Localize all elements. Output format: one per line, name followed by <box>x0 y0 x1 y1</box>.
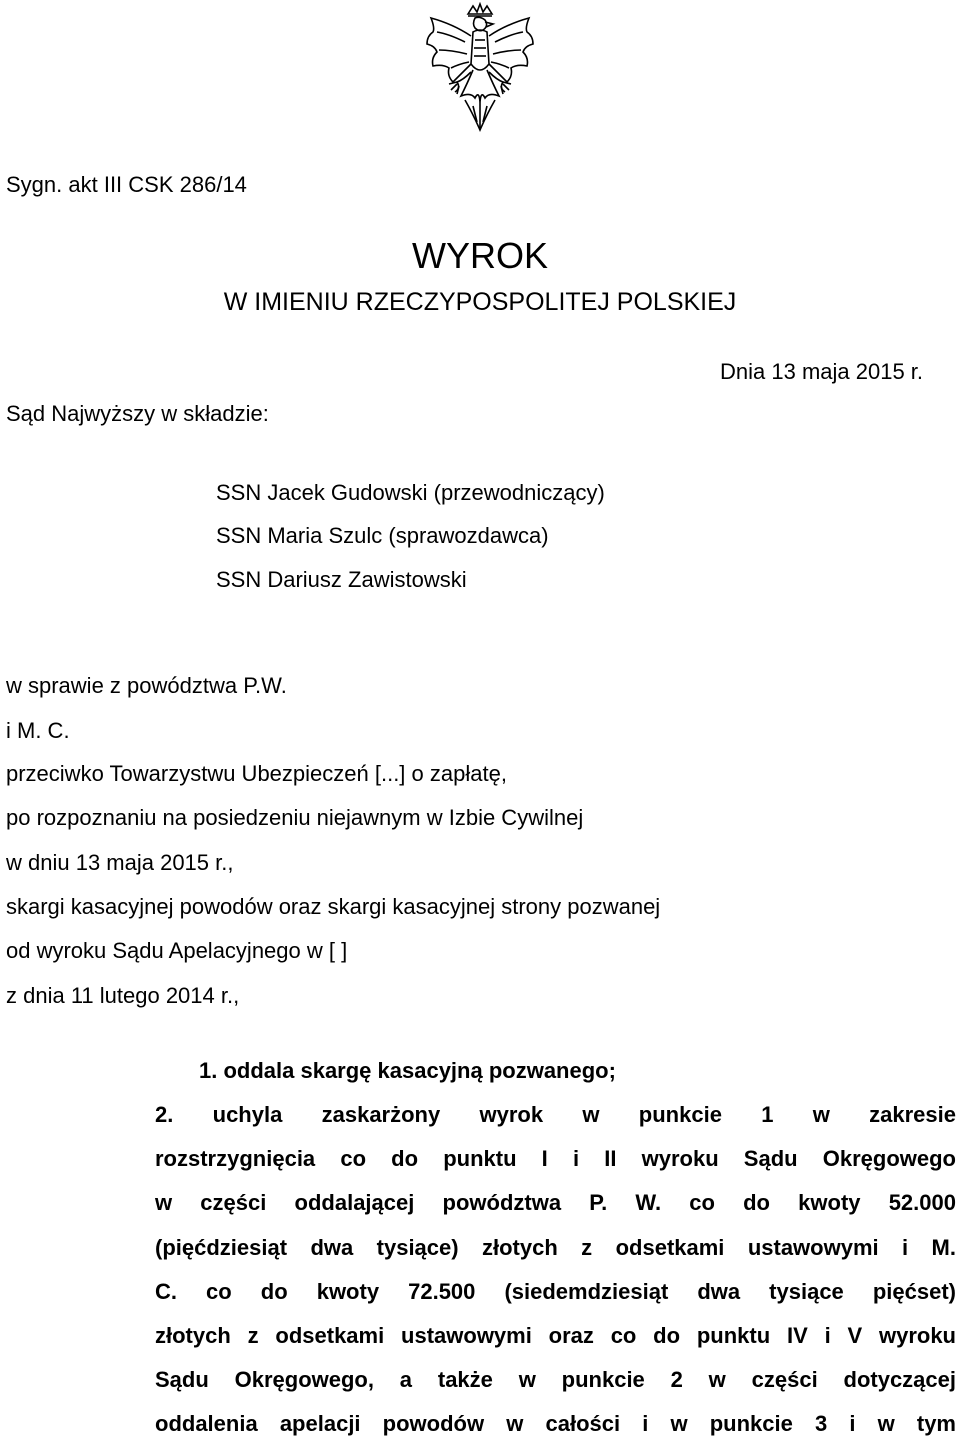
ruling-item-2-line: złotych z odsetkami ustawowymi oraz co do punktu IV i V wyroku <box>155 1323 956 1348</box>
eagle-emblem-icon <box>413 2 547 136</box>
ruling-item-2-line: Sądu Okręgowego, a także w punkcie 2 w części dotyczącej <box>155 1367 956 1392</box>
judge-1: SSN Jacek Gudowski (przewodniczący) <box>216 480 605 505</box>
verdict-date: Dnia 13 maja 2015 r. <box>720 359 924 384</box>
case-line-6: skargi kasacyjnej powodów oraz skargi kasacyjnej strony pozwanej <box>6 894 661 919</box>
ruling-item-2-line: C. co do kwoty 72.500 (siedemdziesiąt dwa tysiące pięćset) <box>155 1279 956 1304</box>
case-line-4: po rozpoznaniu na posiedzeniu niejawnym w Izbie Cywilnej <box>6 805 584 830</box>
ruling-item-2-line: oddalenia apelacji powodów w całości i w punkcie 3 i w tym <box>155 1411 956 1436</box>
case-line-7: od wyroku Sądu Apelacyjnego w [ ] <box>6 938 348 963</box>
ruling-item-2-line: rozstrzygnięcia co do punktu I i II wyroku Sądu Okręgowego <box>155 1146 956 1171</box>
verdict-subtitle: W IMIENIU RZECZYPOSPOLITEJ POLSKIEJ <box>223 288 737 316</box>
ruling-item-1: 1. oddala skargę kasacyjną pozwanego; <box>199 1058 616 1083</box>
ruling-item-2-line: (pięćdziesiąt dwa tysiące) złotych z odsetkami ustawowymi i M. <box>155 1235 956 1260</box>
judge-2: SSN Maria Szulc (sprawozdawca) <box>216 523 549 548</box>
judge-3: SSN Dariusz Zawistowski <box>216 567 467 592</box>
verdict-title: WYROK <box>411 235 548 276</box>
case-line-2: i M. C. <box>6 718 70 743</box>
case-line-1: w sprawie z powództwa P.W. <box>6 673 287 698</box>
case-number: Sygn. akt III CSK 286/14 <box>6 172 247 197</box>
case-line-3: przeciwko Towarzystwu Ubezpieczeń [...] o zapłatę, <box>6 761 507 786</box>
composition-label: Sąd Najwyższy w składzie: <box>6 401 269 426</box>
ruling-item-2-line: w części oddalającej powództwa P. W. co do kwoty 52.000 <box>155 1190 956 1215</box>
ruling-item-2-line: 2. uchyla zaskarżony wyrok w punkcie 1 w zakresie <box>155 1102 956 1127</box>
case-line-8: z dnia 11 lutego 2014 r., <box>6 983 240 1008</box>
case-line-5: w dniu 13 maja 2015 r., <box>6 850 234 875</box>
